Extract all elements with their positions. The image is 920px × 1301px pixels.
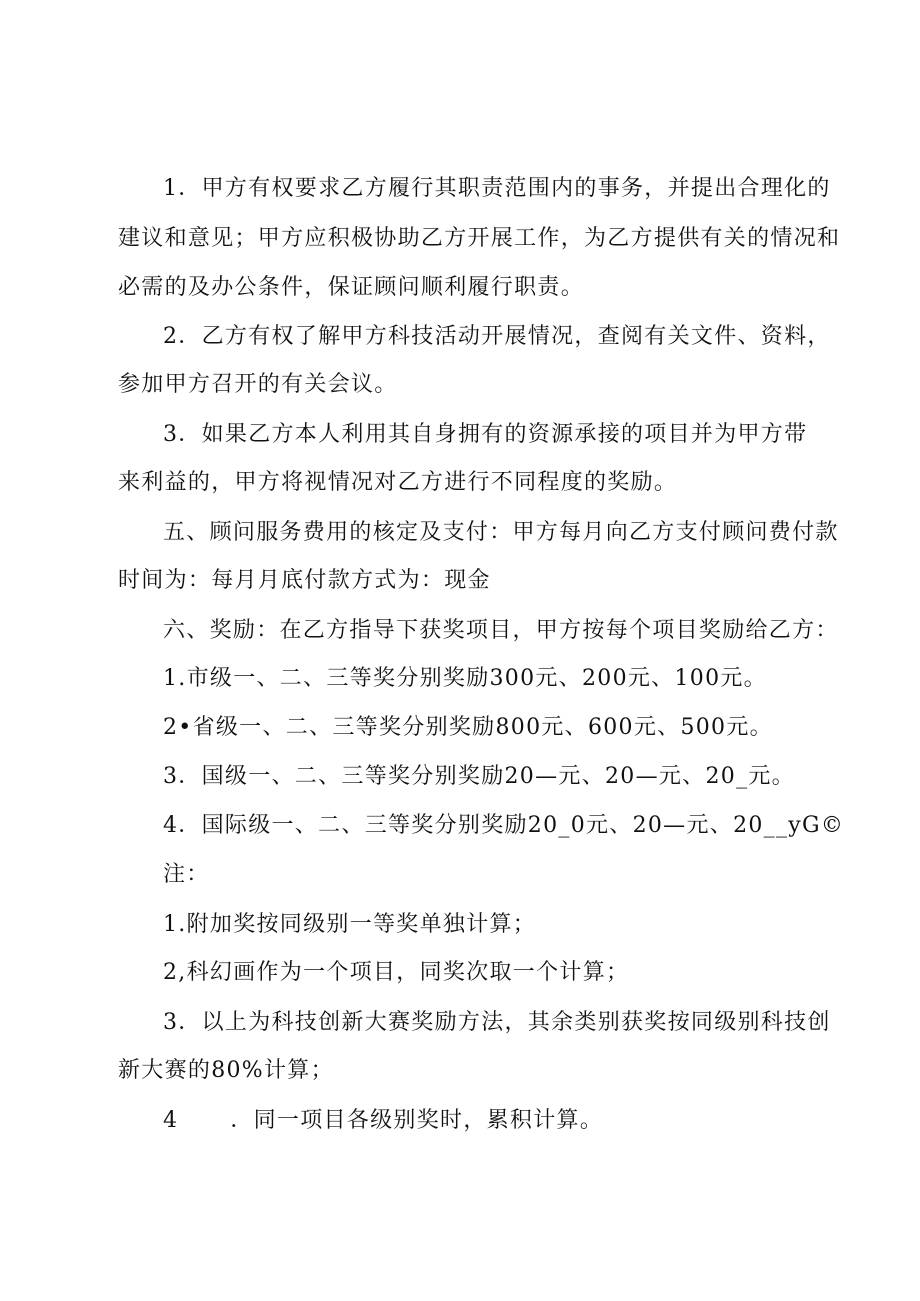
paragraph-3-line-1: 3．如果乙方本人利用其自身拥有的资源承接的项目并为甲方带 [163, 422, 808, 447]
paragraph-3-line-2: 来利益的，甲方将视情况对乙方进行不同程度的奖励。 [118, 470, 678, 495]
section-5-line-1: 五、顾问服务费用的核定及支付：甲方每月向乙方支付顾问费付款 [163, 520, 839, 545]
award-item-province: 2•省级一、二、三等奖分别奖励800元、600元、500元。 [163, 715, 773, 740]
paragraph-2-line-1: 2．乙方有权了解甲方科技活动开展情况，查阅有关文件、资料， [163, 324, 831, 349]
section-5-line-2: 时间为：每月月底付款方式为：现金 [118, 568, 491, 593]
note-item-3-line-2: 新大赛的80%计算； [118, 1058, 334, 1083]
notes-heading: 注： [163, 862, 210, 887]
note-item-1: 1.附加奖按同级别一等奖单独计算； [163, 912, 537, 937]
note-item-4 [163, 1106, 603, 1136]
note-item-2: 2,科幻画作为一个项目，同奖次取一个计算； [163, 960, 630, 985]
note-item-4-text: ．同一项目各级别奖时，累积计算。 [230, 1108, 604, 1133]
award-item-city: 1.市级一、二、三等奖分别奖励300元、200元、100元。 [163, 666, 767, 691]
paragraph-1-line-2: 建议和意见；甲方应积极协助乙方开展工作，为乙方提供有关的情况和 [118, 226, 841, 251]
award-item-international: 4．国际级一、二、三等奖分别奖励20_0元、20—元、20__yG© [163, 813, 845, 838]
paragraph-2-line-2: 参加甲方召开的有关会议。 [118, 372, 398, 397]
paragraph-1-line-1: 1．甲方有权要求乙方履行其职责范围内的事务，并提出合理化的 [163, 176, 831, 201]
note-item-3-line-1: 3．以上为科技创新大赛奖励方法，其余类别获奖按同级别科技创 [163, 1010, 831, 1035]
note-item-4-number: 4 [163, 1108, 179, 1133]
paragraph-1-line-3: 必需的及办公条件，保证顾问顺利履行职责。 [118, 275, 585, 300]
award-item-national: 3．国级一、二、三等奖分别奖励20—元、20—元、20_元。 [163, 764, 795, 789]
section-6-heading: 六、奖励：在乙方指导下获奖项目，甲方按每个项目奖励给乙方： [163, 618, 839, 643]
